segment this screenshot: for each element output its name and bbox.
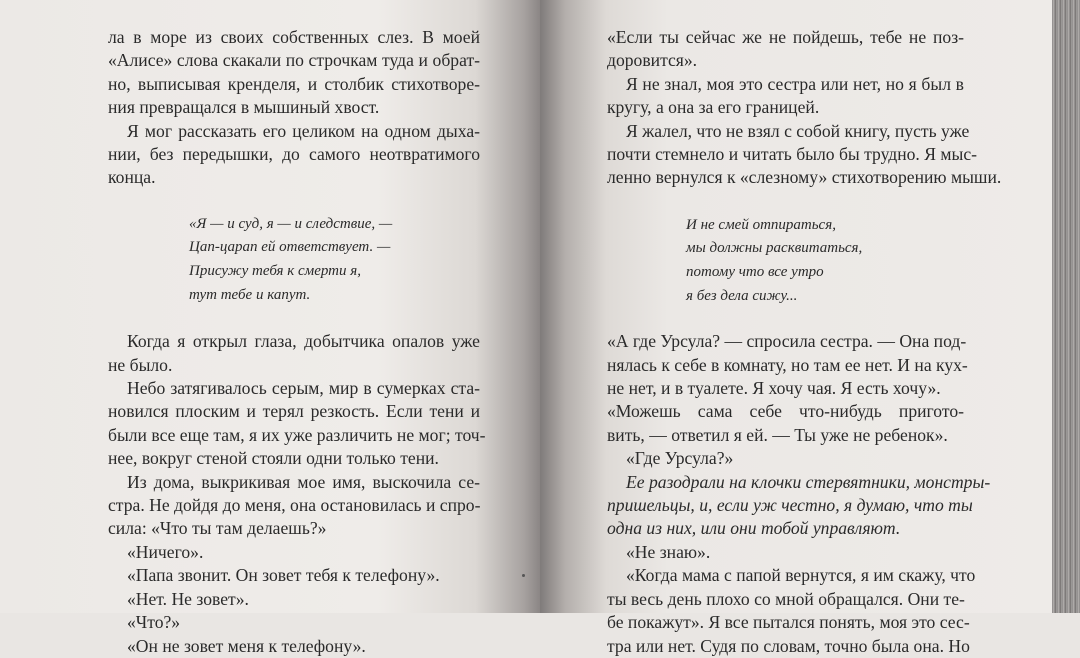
text-line: бе покажут». Я все пытался понять, моя это сес- bbox=[607, 612, 970, 633]
text-line: Я мог рассказать его целиком на одном дыха- bbox=[127, 120, 480, 141]
text-line: нее, вокруг стеной стояли одни только тени. bbox=[108, 448, 439, 469]
text-line: но, выписывая кренделя, и столбик стихотворе- bbox=[108, 73, 480, 94]
text-line: «Когда мама с папой вернутся, я им скажу, что bbox=[626, 565, 976, 586]
text-line: «Если ты сейчас же не пойдешь, тебе не поз- bbox=[607, 27, 964, 47]
text-line: не было. bbox=[108, 354, 173, 375]
text-line: почти стемнело и читать было бы трудно. Я мыс- bbox=[607, 144, 977, 165]
left-page-text bbox=[108, 26, 486, 658]
text-line: ния превращался в мышиный хвост. bbox=[108, 97, 380, 118]
text-line: «А где Урсула? — спросила сестра. — Она под- bbox=[607, 331, 967, 352]
text-line: кругу, а она за его границей. bbox=[607, 97, 820, 118]
text-line: Когда я открыл глаза, добытчика опалов уже bbox=[127, 331, 480, 352]
text-line: «Алисе» слова скакали по строчкам туда и обрат- bbox=[108, 50, 480, 71]
text-line: ленно вернулся к «слезному» стихотворению мыши. bbox=[607, 167, 1002, 188]
text-line: Из дома, выкрикивая мое имя, выскочила се- bbox=[127, 471, 480, 492]
text-line: сила: «Что ты там делаешь?» bbox=[108, 518, 327, 539]
text-line: Ее разодрали на клочки стервятники, монстры- bbox=[626, 471, 991, 492]
page-stack-edge bbox=[1052, 0, 1080, 613]
gutter-mark bbox=[522, 574, 525, 577]
text-line: «Не знаю». bbox=[626, 541, 711, 562]
text-line: нии, без передышки, до самого неотвратимого bbox=[108, 144, 480, 165]
text-line: Небо затягивалось серым, мир в сумерках ста- bbox=[127, 378, 480, 399]
text-line: новился плоским и терял резкость. Если тени и bbox=[108, 401, 480, 422]
text-line: «Можешь сама себе что-нибудь пригото- bbox=[607, 401, 964, 422]
text-line: ла в море из своих собственных слез. В моей bbox=[108, 27, 480, 47]
text-line: Я жалел, что не взял с собой книгу, пусть уже bbox=[626, 120, 970, 141]
poem-line: тут тебе и капут. bbox=[189, 286, 311, 303]
text-line: доровится». bbox=[607, 50, 698, 71]
poem-line: потому что все утро bbox=[686, 264, 824, 281]
text-line: «Где Урсула?» bbox=[626, 448, 734, 469]
text-line: одна из них, или они тобой управляют. bbox=[607, 518, 901, 539]
poem-line: «Я — и суд, я — и следствие, — bbox=[189, 215, 393, 232]
text-line: «Он не зовет меня к телефону». bbox=[127, 635, 366, 656]
text-line: конца. bbox=[108, 167, 156, 188]
text-line: не нет, и в туалете. Я хочу чая. Я есть хочу». bbox=[607, 378, 941, 399]
text-line: Я не знал, моя это сестра или нет, но я был в bbox=[626, 73, 964, 94]
text-line: «Нет. Не зовет». bbox=[127, 588, 249, 609]
right-page-text bbox=[607, 26, 1002, 658]
text-line: тра или нет. Судя по словам, точно была она. Но bbox=[607, 635, 970, 656]
poem-line: я без дела сижу... bbox=[686, 287, 798, 304]
poem-line: мы должны расквитаться, bbox=[686, 240, 863, 257]
text-line: вить, — ответил я ей. — Ты уже не ребенок». bbox=[607, 424, 948, 445]
text-line: «Ничего». bbox=[127, 541, 204, 562]
text-line: ты весь день плохо со мной обращался. Они те- bbox=[607, 588, 965, 609]
text-line: нялась к себе в комнату, но там ее нет. И на кух- bbox=[607, 354, 968, 375]
poem-line: И не смей отпираться, bbox=[686, 216, 836, 233]
text-line: пришельцы, и, если уж честно, я думаю, что ты bbox=[607, 495, 973, 516]
text-line: были все еще там, я их уже различить не мог; точ- bbox=[108, 424, 486, 445]
poem-line: Присужу тебя к смерти я, bbox=[189, 263, 361, 280]
text-line: «Папа звонит. Он зовет тебя к телефону». bbox=[127, 565, 440, 586]
poem-line: Цап-царап ей ответствует. — bbox=[189, 239, 391, 256]
text-line: «Что?» bbox=[127, 612, 181, 633]
poem-right bbox=[686, 214, 964, 308]
text-line: стра. Не дойдя до меня, она остановилась и спро- bbox=[108, 495, 481, 516]
poem-left bbox=[189, 213, 480, 307]
